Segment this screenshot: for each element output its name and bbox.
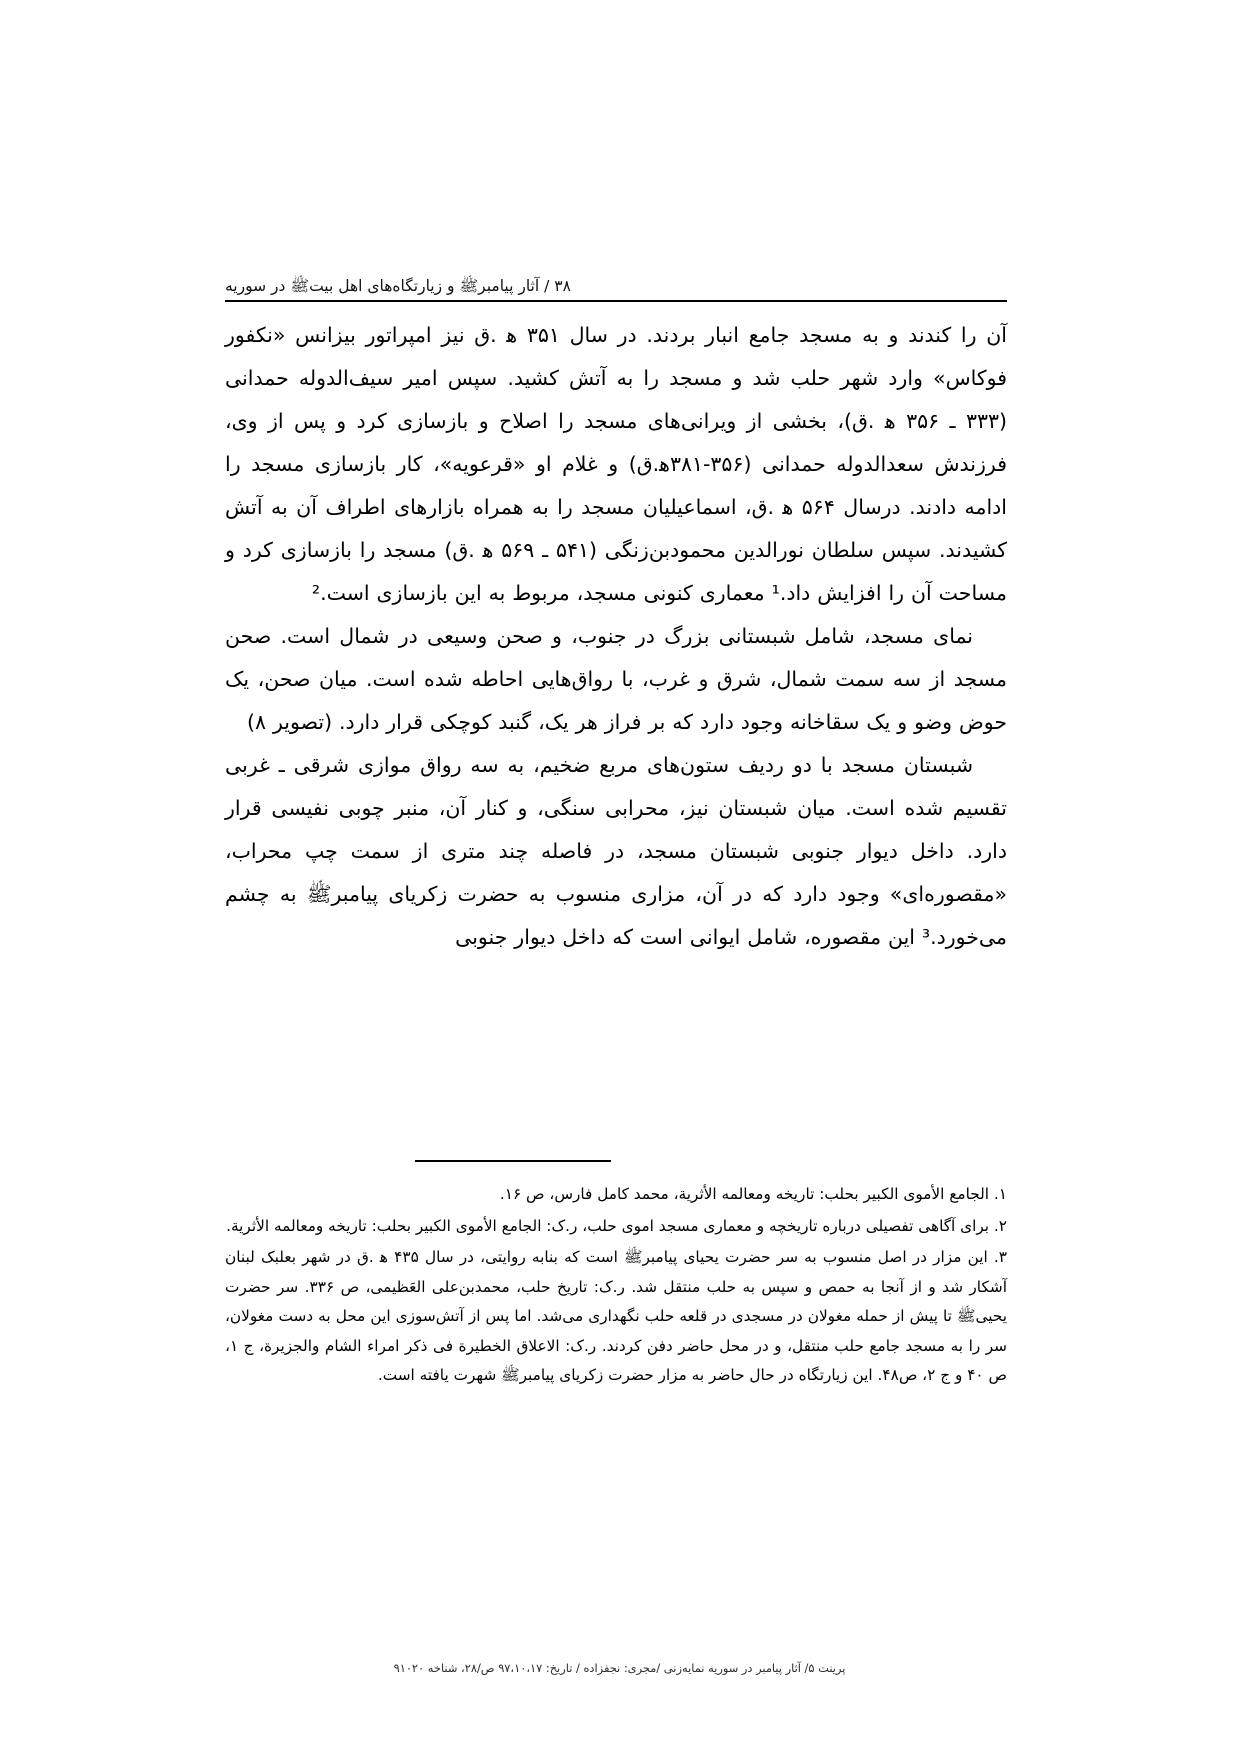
body-paragraph-1: آن را کندند و به مسجد جامع انبار بردند. در سال ۳۵۱ ه‍ .ق نیز امپراتور بیزانس «نکفور فوکاس» وارد شهر حلب شد و مسجد را به آتش کشید. سپس امیر سیف‌الدوله حمدانی (۳۳۳ ـ ۳۵۶ ه‍ .ق)، بخشی از ویرانی‌های مسجد را اصلاح و بازسازی کرد و پس از وی، فرزندش سعدالدوله حمدانی (۳۵۶-۳۸۱ه‍.ق) و غلام او «قرعویه»، کار بازسازی مسجد را ادامه دادند. درسال ۵۶۴ ه‍ .ق، اسماعیلیان مسجد را به همراه بازارهای اطراف آن به آتش کشیدند. سپس سلطان نورالدین محمودبن‌زنگی (۵۴۱ ـ ۵۶۹ ه‍ .ق) مسجد را بازسازی کرد و مساحت آن را افزایش داد.¹ معماری کنونی مسجد، مربوط به این بازسازی است.² [225,323,1008,605]
header-divider-rule [225,300,1007,302]
running-head-text: ۳۸ / آثار پیامبرﷺ و زیارتگاه‌های اهل بیتﷺ در سوریه [225,277,571,295]
body-paragraph-2: نمای مسجد، شامل شبستانی بزرگ در جنوب، و صحن وسیعی در شمال است. صحن مسجد از سه سمت شمال، شرق و غرب، با رواق‌هایی احاطه شده است. میان صحن، یک حوض وضو و یک سقاخانه وجود دارد که بر فراز هر یک، گنبد کوچکی قرار دارد. (تصویر ۸) [225,624,1007,734]
footnote-separator-rule [415,1160,611,1162]
print-slug-line: پرینت ۵/ آثار پیامبر در سوریه نمایه‌زنی /مجری: نجفزاده / تاریخ: ۹۷،۱۰،۱۷ ص/۲۸، شناخه ۹۱۰۲۰ [393,1661,846,1675]
main-text-column [225,314,1007,959]
body-paragraph-3: شبستان مسجد با دو ردیف ستون‌های مربع ضخیم، به سه رواق موازی شرقی ـ غربی تقسیم شده است. میان شبستان نیز، محرابی سنگی، و کنار آن، منبر چوبی نفیسی قرار دارد. داخل دیوار جنوبی شبستان مسجد، در فاصله چند متری از سمت چپ محراب، «مقصوره‌ای» وجود دارد که در آن، مزاری منسوب به حضرت زکریای پیامبرﷺ به چشم می‌خورد.³ این مقصوره، شامل ایوانی است که داخل دیوار جنوبی [225,753,1007,949]
footnote-item-3: ۳. این مزار در اصل منسوب به سر حضرت یحیای پیامبرﷺ است که بنابه روایتی، در سال ۴۳۵ ه‍ .ق در شهر بعلبک لبنان آشکار شد و از آنجا به حمص و سپس به حلب منتقل شد. ر.ک: تاریخ حلب، محمدبن‌علی العَظیمی، ص ۳۳۶. سر حضرت یحییﷺ تا پیش از حمله مغولان در مسجدی در قلعه حلب نگهداری می‌شد. اما پس از آتش‌سوزی این محل به دست مغولان، سر را به مسجد جامع حلب منتقل، و در محل حاضر دفن کردند. ر.ک: الاعلاق الخطیرة فی ذکر امراء الشام والجزیرة، ج ۱، ص ۴۰ و ج ۲، ص۴۸. این زیارتگاه در حال حاضر به مزار حضرت زکریای پیامبرﷺ شهرت یافته است. [225,1248,1007,1384]
footnote-item-2: ۲. برای آگاهی تفصیلی درباره تاریخچه و معماری مسجد اموی حلب، ر.ک: الجامع الأموی الکبیر بحلب: تاریخه ومعالمه الأثریة. [226,1216,1007,1235]
footnotes-block [225,1180,1007,1393]
page-header [225,276,1007,298]
footnote-item-1: ۱. الجامع الأموی الکبیر بحلب: تاریخه ومعالمه الأثریة، محمد کامل فارس، ص ۱۶. [499,1185,1007,1203]
